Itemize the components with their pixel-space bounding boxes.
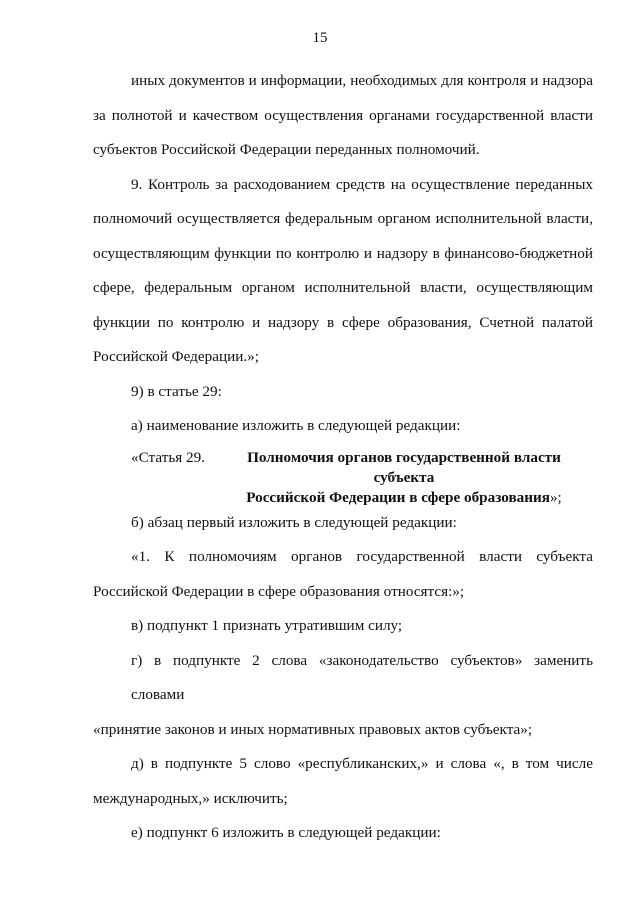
text-line: г) в подпункте 2 слова «законодательство субъектов» заменить словами [131,651,593,703]
paragraph-subitem-d [93,747,593,816]
text-line: д) в подпункте 5 слово «республиканских,» и слова «, в том числе [131,755,593,772]
text-line: за полнотой и качеством осуществления органами государственной власти [93,106,593,124]
paragraph-item-9: 9) в статье 29: [131,382,222,400]
article-title-line: Полномочия органов государственной власти субъекта [247,448,561,486]
text-line: иных документов и информации, необходимых для контроля и надзора [131,72,593,89]
text-line: субъектов Российской Федерации переданных полномочий. [93,141,480,158]
text-line: 9. Контроль за расходованием средств на осуществление переданных [131,175,593,193]
paragraph-subitem-g [93,644,593,748]
paragraph-subitem-e: е) подпункт 6 изложить в следующей редакции: [131,824,441,841]
text-line: сфере, федеральным органом исполнительной власти, осуществляющим [93,279,593,296]
paragraph-subitem-b: б) абзац первый изложить в следующей редакции: [131,513,457,531]
text-line: «1. К полномочиям органов государственной власти субъекта [131,548,593,565]
article-label: «Статья 29. [131,448,206,466]
article-title-line: Российской Федерации в сфере образования [246,488,550,506]
paragraph-subitem-a: а) наименование изложить в следующей редакции: [131,417,461,434]
text-line: функции по контролю и надзору в сфере образования, Счетной палатой [93,313,593,331]
paragraph-quote-1 [93,540,593,609]
page-number: 15 [312,30,328,46]
text-line: Российской Федерации в сфере образования относятся:»; [93,582,465,600]
paragraph-subitem-v: в) подпункт 1 признать утратившим силу; [131,617,403,634]
text-line: международных,» исключить; [93,789,288,807]
paragraph-clause-9 [93,168,593,375]
text-line: «принятие законов и иных нормативных правовых актов субъекта»; [93,720,533,738]
article-heading [93,448,593,506]
paragraph-continuation [93,64,593,168]
text-line: осуществляющим функции по контролю и надзору в финансово-бюджетной [93,244,593,262]
document-body [93,64,593,851]
text-line: полномочий осуществляется федеральным органом исполнительной власти, [93,210,593,227]
article-title [215,448,593,508]
text-line: Российской Федерации.»; [93,348,259,365]
article-title-tail: »; [549,488,562,506]
